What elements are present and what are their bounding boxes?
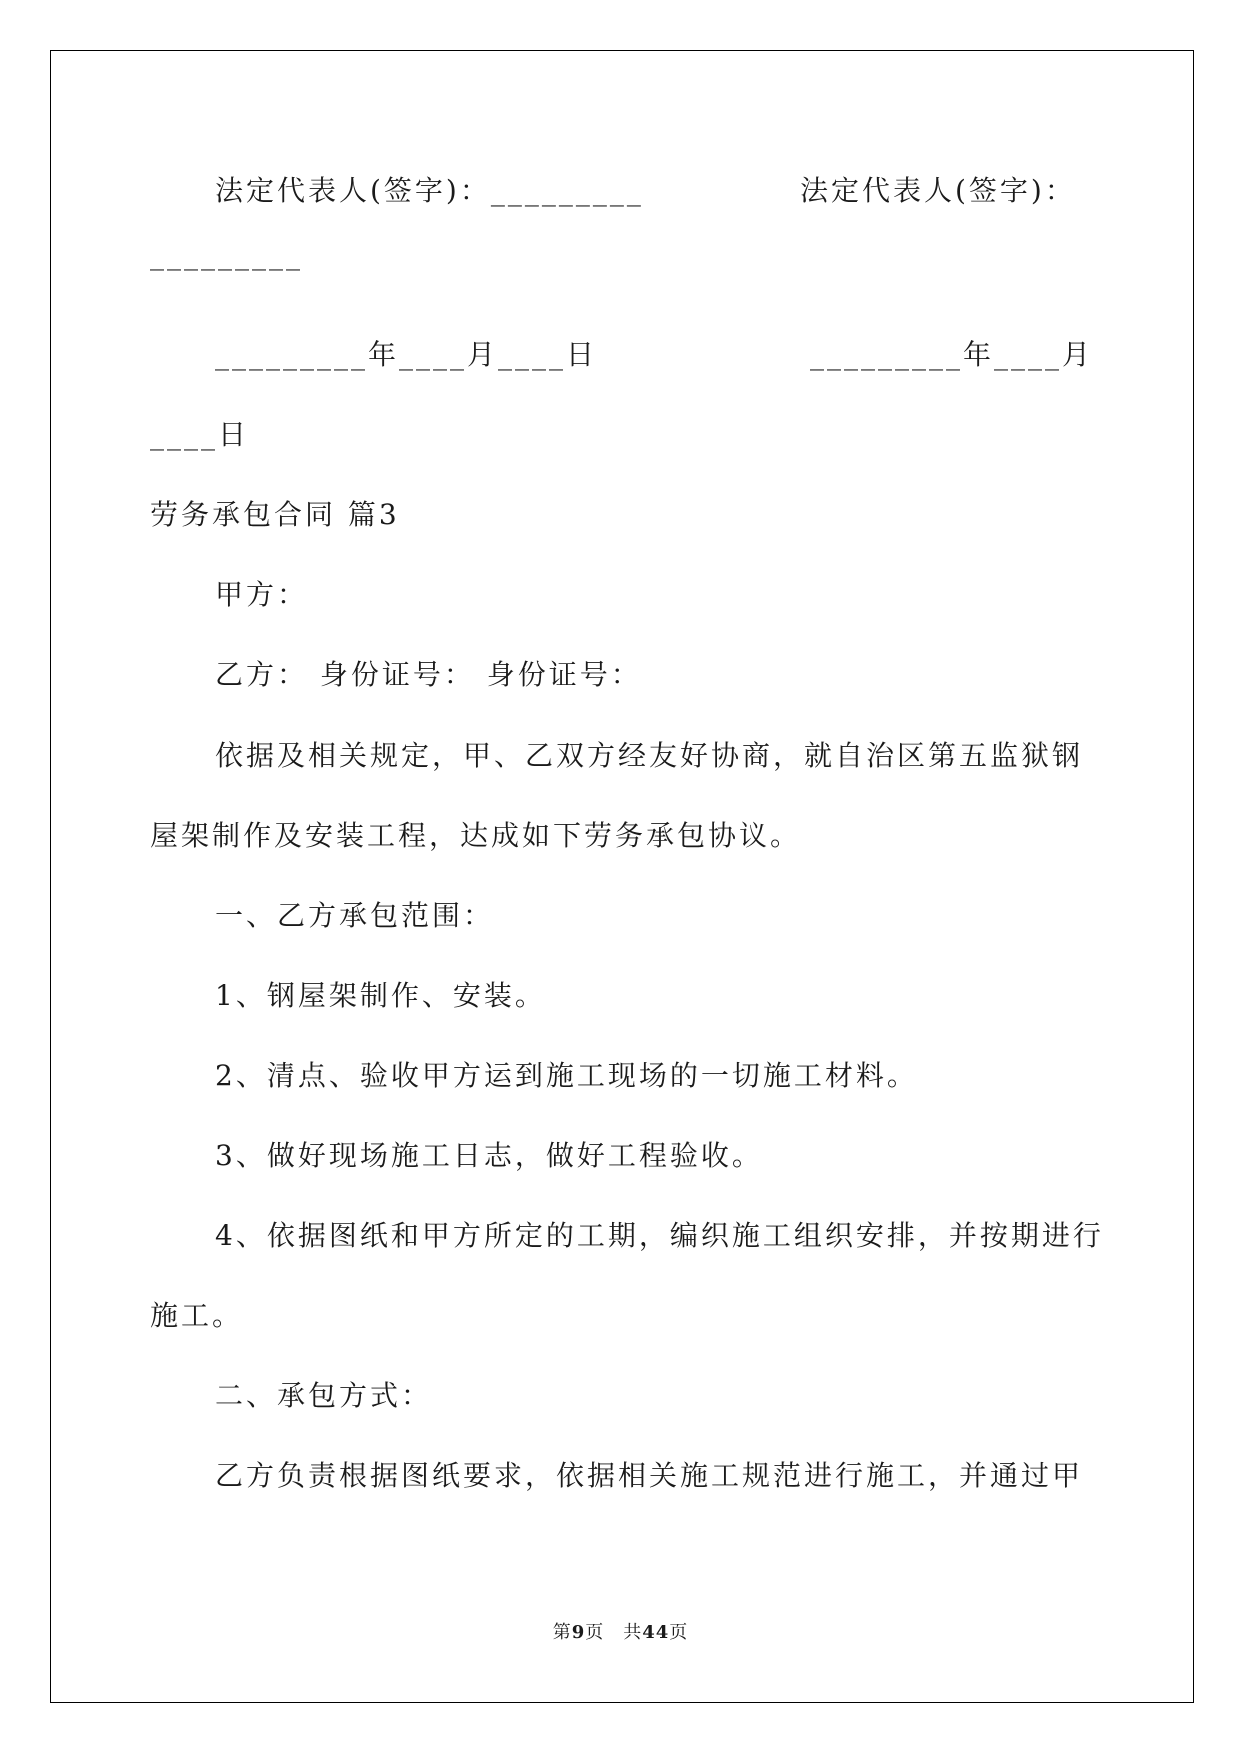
- paragraph-line: 依据及相关规定，甲、乙双方经友好协商，就自治区第五监狱钢: [215, 739, 1084, 772]
- page-footer: [0, 1622, 1241, 1644]
- page-border: [50, 50, 1194, 1703]
- page-prefix: 第: [552, 1622, 572, 1643]
- list-item: 1、钢屋架制作、安装。: [215, 979, 546, 1012]
- party-a-label: 甲方：: [215, 578, 309, 611]
- page-mid: 页 共: [585, 1622, 643, 1643]
- date-line-party-b: _________年____月: [810, 338, 1094, 371]
- paragraph-line: 屋架制作及安装工程，达成如下劳务承包协议。: [150, 819, 802, 852]
- list-item-continuation: 施工。: [150, 1299, 244, 1332]
- list-item: 4、依据图纸和甲方所定的工期，编织施工组织安排，并按期进行: [215, 1219, 1104, 1252]
- paragraph-line: 乙方负责根据图纸要求，依据相关施工规范进行施工，并通过甲: [215, 1459, 1084, 1492]
- page-number: 9: [571, 1622, 586, 1643]
- signature-blank-party-b: _________: [150, 238, 303, 271]
- date-day-party-b: ____日: [150, 418, 250, 451]
- list-item: 3、做好现场施工日志，做好工程验收。: [215, 1139, 763, 1172]
- party-b-label: 乙方： 身份证号： 身份证号：: [215, 658, 642, 691]
- section-heading: 劳务承包合同 篇3: [150, 498, 400, 531]
- clause-heading: 一、乙方承包范围：: [215, 899, 495, 932]
- signature-line-party-b: 法定代表人(签字)：: [800, 174, 1076, 207]
- page-suffix: 页: [669, 1622, 689, 1643]
- total-pages: 44: [642, 1622, 670, 1643]
- list-item: 2、清点、验收甲方运到施工现场的一切施工材料。: [215, 1059, 918, 1092]
- signature-line-party-a: 法定代表人(签字)：_________: [215, 174, 644, 207]
- clause-heading: 二、承包方式：: [215, 1379, 433, 1412]
- date-line-party-a: _________年____月____日: [215, 338, 598, 371]
